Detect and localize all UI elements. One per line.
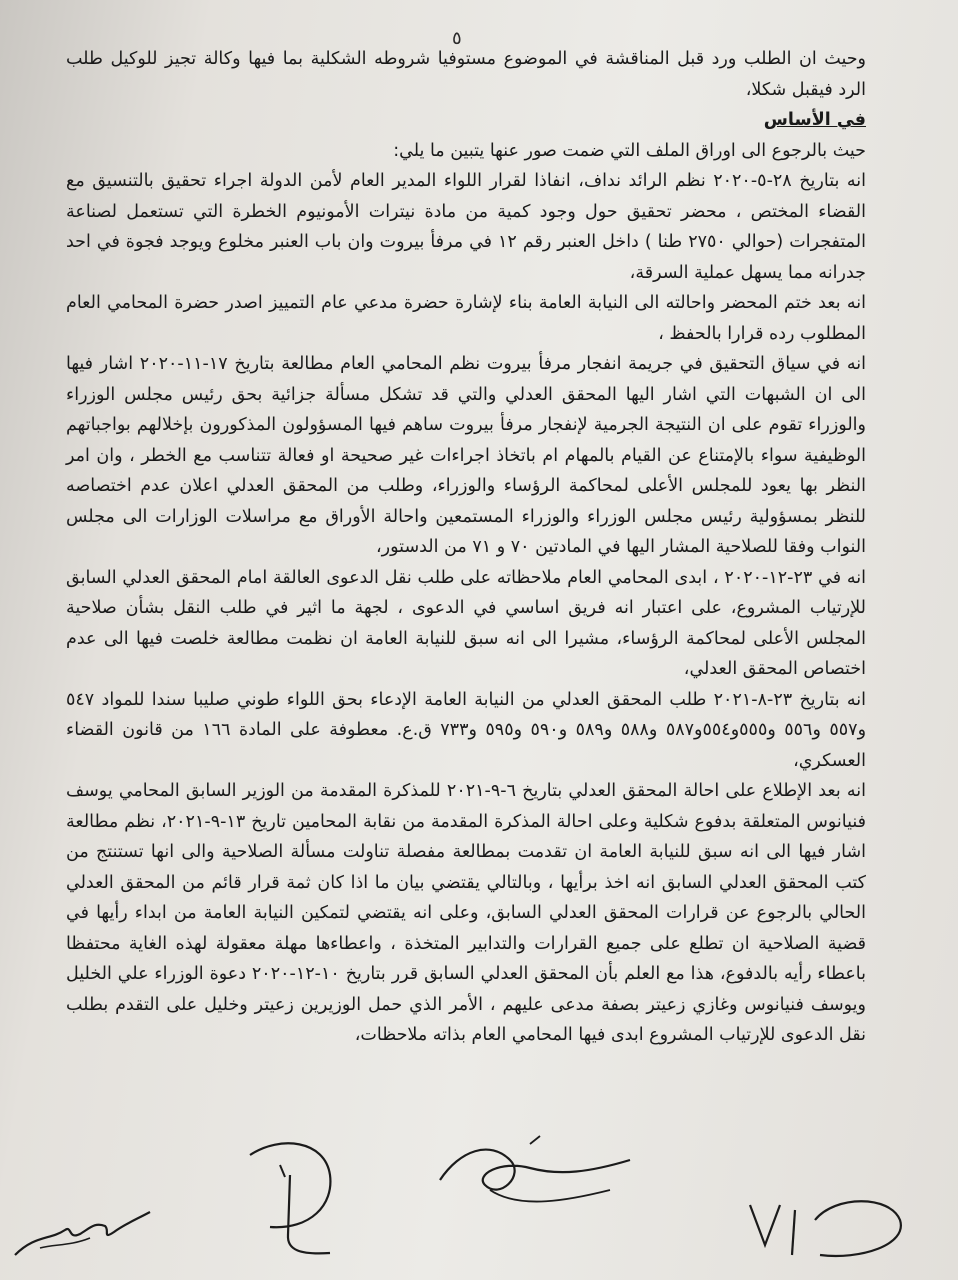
signature-2 — [230, 1135, 350, 1265]
section-heading-merits: في الأساس — [763, 110, 866, 130]
signature-3 — [430, 1130, 650, 1220]
signature-1 — [10, 1200, 160, 1260]
signatures-area — [0, 1110, 958, 1280]
document-body — [66, 44, 866, 1051]
page-number: ٥ — [452, 28, 462, 49]
paragraph-admissibility: وحيث ان الطلب ورد قبل المناقشة في الموضوع مستوفيا شروطه الشكلية بما فيها وكالة تجيز للوكيل طلب الرد فيقبل شكلا، — [66, 49, 866, 100]
paragraph-filing-decision: انه بعد ختم المحضر واحالته الى النيابة العامة بناء لإشارة حضرة مدعي عام التمييز اصدر حضرة المحامي العام المطلوب رده قرارا بالحفظ ، — [66, 293, 866, 344]
paragraph-opinion-2020-11: انه في سياق التحقيق في جريمة انفجار مرفأ بيروت نظم المحامي العام مطالعة بتاريخ ١٧-١١-٢٠٢٠ اشار فيها الى ان الشبهات التي اشار اليها المحقق العدلي والتي قد تشكل مسألة جزائية بحق رئيس مجلس الوزراء والوزراء تقوم على ان النتيجة الجرمية لإنفجار مرفأ بيروت ساهم فيها المسؤولون المذكورون بإخلالهم بواجباتهم الوظيفية سواء بالإمتناع عن القيام بالمهام ام باتخاذ اجراءات غير صحيحة او فعالة تتناسب مع الخطر ، وان امر النظر بها يعود للمجلس الأعلى لمحاكمة الرؤساء والوزراء، وطلب من المحقق العدلي اعلان عدم اختصاصه للنظر بمسؤولية رئيس مجلس الوزراء والوزراء المستمعين واحالة الأوراق مع مراسلات الوزارات الى مجلس النواب وفقا للصلاحية المشار اليها في المادتين ٧٠ و ٧١ من الدستور، — [66, 354, 866, 557]
paragraph-memoranda: انه بعد الإطلاع على احالة المحقق العدلي بتاريخ ٦-٩-٢٠٢١ للمذكرة المقدمة من الوزير السابق المحامي يوسف فنيانوس المتعلقة بدفوع شكلية وعلى احالة المذكرة المقدمة من نقابة المحامين تاريخ ١٣-٩-٢٠٢١، نظم مطالعة اشار فيها الى انه سبق للنيابة العامة ان تقدمت بمطالعة مفصلة تناولت مسألة الصلاحية والى انها تستنتج من كتب المحقق العدلي السابق انه اخذ برأيها ، وبالتالي يقتضي بيان ما اذا كان ثمة قرار قائم من المحقق العدلي الحالي بالرجوع عن قرارات المحقق العدلي السابق، وعلى انه يقتضي لتمكين النيابة العامة من ابداء رأيها في قضية الصلاحية ان تطلع على جميع القرارات والتدابير المتخذة ، واعطاءها مهلة معقولة لهذه الغاية محتفظا باعطاء رأيه بالدفوع، هذا مع العلم بأن المحقق العدلي السابق قرر بتاريخ ١٠-١٢-٢٠٢٠ دعوة الوزراء علي الخليل ويوسف فنيانوس وغازي زعيتر بصفة مدعى عليهم ، الأمر الذي حمل الوزيرين زعيتر وخليل على التقدم بطلب نقل الدعوى للإرتياب المشروع ابدى فيها المحامي العام بذاته ملاحظات، — [66, 781, 866, 1045]
paragraph-prosecution-request: انه بتاريخ ٢٣-٨-٢٠٢١ طلب المحقق العدلي من النيابة العامة الإدعاء بحق اللواء طوني صليبا سندا للمواد ٥٤٧ و٥٥٧ و٥٥٦ و٥٥٥و٥٥٤و٥٨٧ و٥٨٨ و٥٨٩ و٥٩٠ و٥٩٥ و٧٣٣ ق.ع. معطوفة على المادة ١٦٦ من قانون القضاء العسكري، — [66, 689, 867, 771]
signature-4 — [740, 1165, 920, 1275]
paragraph-investigation-report: انه بتاريخ ٢٨-٥-٢٠٢٠ نظم الرائد نداف، انفاذا لقرار اللواء المدير العام لأمن الدولة اجراء تحقيق بالتنسيق مع القضاء المختص ، محضر تحقيق حول وجود كمية من مادة نيترات الأمونيوم الخطرة التي تستعمل لصناعة المتفجرات (حوالي ٢٧٥٠ طنا ) داخل العنبر رقم ١٢ في مرفأ بيروت وان باب العنبر مخلوع ويوجد فجوة في احد جدرانه مما يسهل عملية السرقة، — [66, 171, 866, 283]
paragraph-remarks-2020-12: انه في ٢٣-١٢-٢٠٢٠ ، ابدى المحامي العام ملاحظاته على طلب نقل الدعوى العالقة امام المحقق العدلي السابق للإرتياب المشروع، على اعتبار انه فريق اساسي في الدعوى ، لجهة ما اثير في طلب النقل بشأن صلاحية المجلس الأعلى لمحاكمة الرؤساء، مشيرا الى انه سبق للنيابة العامة ان نظمت مطالعة خلصت فيها الى عدم اختصاص المحقق العدلي، — [66, 567, 866, 679]
paragraph-intro: حيث بالرجوع الى اوراق الملف التي ضمت صور عنها يتبين ما يلي: — [393, 140, 866, 161]
